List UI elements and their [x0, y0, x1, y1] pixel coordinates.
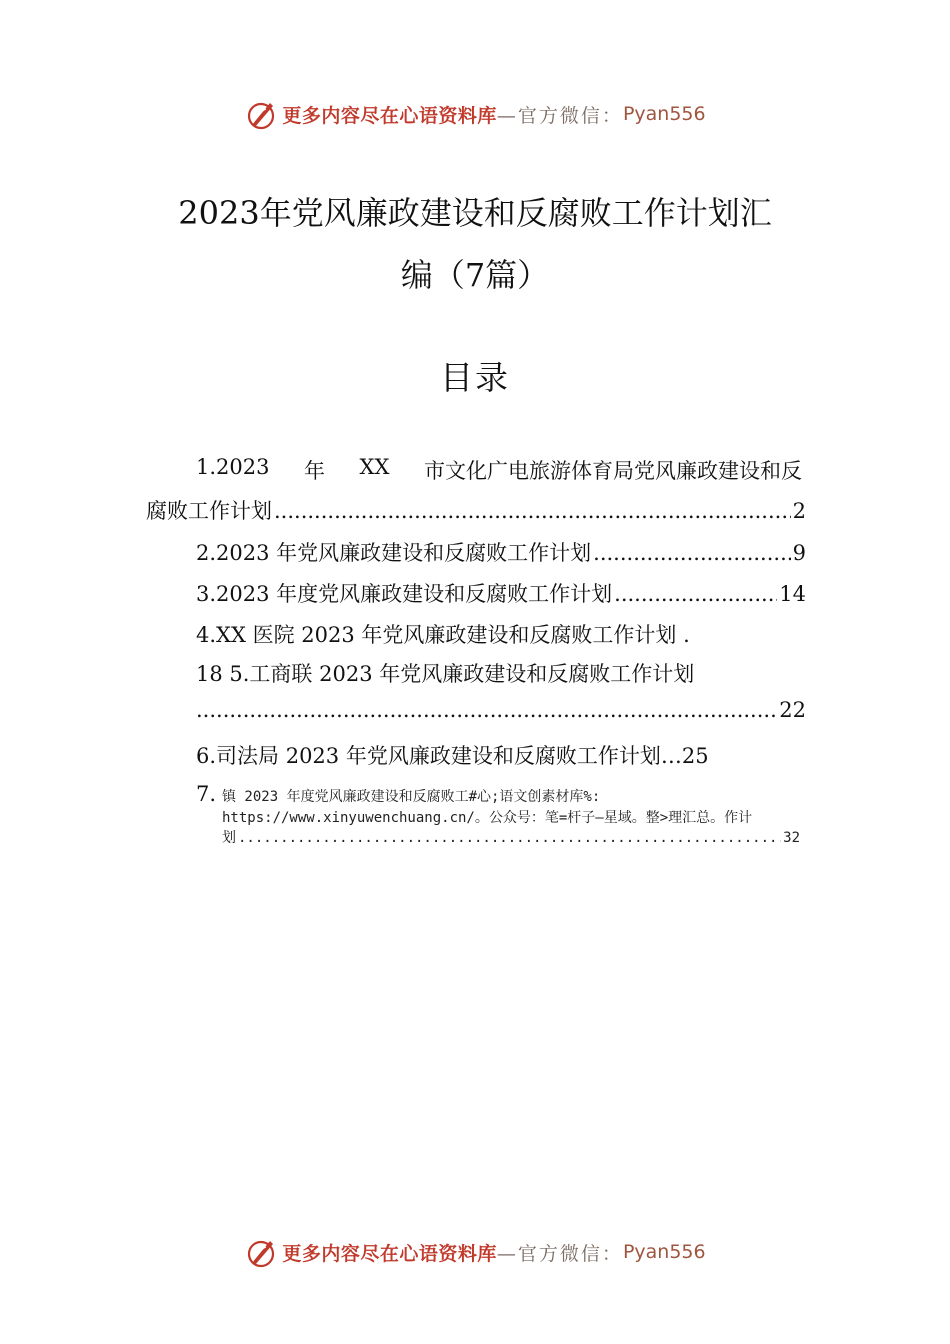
toc-item-6[interactable] — [196, 740, 709, 770]
toc-item-7[interactable] — [196, 782, 216, 806]
toc-item-7-line-1: 镇 2023 年度党风廉政建设和反腐败工#心;语文创素材库%: — [222, 789, 601, 805]
toc-leader-dots — [274, 499, 791, 523]
toc-item-6-page: 25 — [681, 744, 709, 768]
watermark-wechat-id: Pyan556 — [622, 1241, 706, 1263]
toc-item-7-page: 32 — [783, 830, 800, 846]
toc-item-2-page: 9 — [792, 541, 806, 565]
toc-item-1-line-2[interactable] — [146, 495, 806, 525]
toc-heading: 目录 — [440, 358, 510, 397]
toc-leader-dots — [196, 698, 777, 722]
watermark-footer — [0, 1232, 950, 1272]
toc-item-6-title: 6.司法局 2023 年党风廉政建设和反腐败工作计划… — [196, 744, 682, 768]
toc-item-2-title: 2.2023 年党风廉政建设和反腐败工作计划 — [196, 541, 592, 565]
toc-item-1-title-continued: 腐败工作计划 — [146, 499, 272, 523]
toc-item-1-line-1[interactable]: 1.2023 年 XX 市文化广电旅游体育局党风廉政建设和反 — [196, 455, 802, 483]
toc-item-7-line-3: 划 ..... 32 — [222, 827, 800, 847]
toc-item-4-page-and-item-5[interactable]: 18 5.工商联 2023 年党风廉政建设和反腐败工作计划 — [196, 662, 695, 686]
quill-logo-icon — [244, 97, 278, 131]
toc-leader-dots — [238, 830, 781, 846]
toc-item-3[interactable] — [196, 578, 806, 608]
toc-leader-dots — [593, 541, 790, 565]
watermark-wechat-label: —官方微信： — [496, 1242, 623, 1265]
watermark-library-name: 更多内容尽在心语资料库 — [282, 104, 497, 127]
quill-logo-icon — [244, 1235, 278, 1269]
toc-leader-dots — [614, 582, 777, 606]
toc-item-7-line-2: https://www.xinyuwenchuang.cn/。公众号：笔=杆子—星域。整>理汇总。作计 — [222, 810, 753, 826]
toc-item-5-page-line[interactable] — [196, 698, 806, 722]
toc-item-7-number: 7. — [196, 782, 217, 806]
toc-item-4[interactable]: 4.XX 医院 2023 年党风廉政建设和反腐败工作计划 . — [196, 623, 690, 647]
toc-item-1-page: 2 — [792, 499, 806, 523]
toc-item-3-title: 3.2023 年度党风廉政建设和反腐败工作计划 — [196, 582, 613, 606]
watermark-header — [0, 94, 950, 134]
watermark-wechat-label: —官方微信： — [496, 104, 623, 127]
toc-item-3-page: 14 — [779, 582, 806, 606]
document-title-line-2: 编（7篇） — [400, 256, 550, 294]
watermark-wechat-id: Pyan556 — [622, 103, 706, 125]
document-title-line-1: 2023年党风廉政建设和反腐败工作计划汇 — [178, 194, 772, 232]
watermark-library-name: 更多内容尽在心语资料库 — [282, 1242, 497, 1265]
toc-item-5-page: 22 — [779, 698, 806, 722]
toc-item-2[interactable] — [196, 537, 806, 567]
